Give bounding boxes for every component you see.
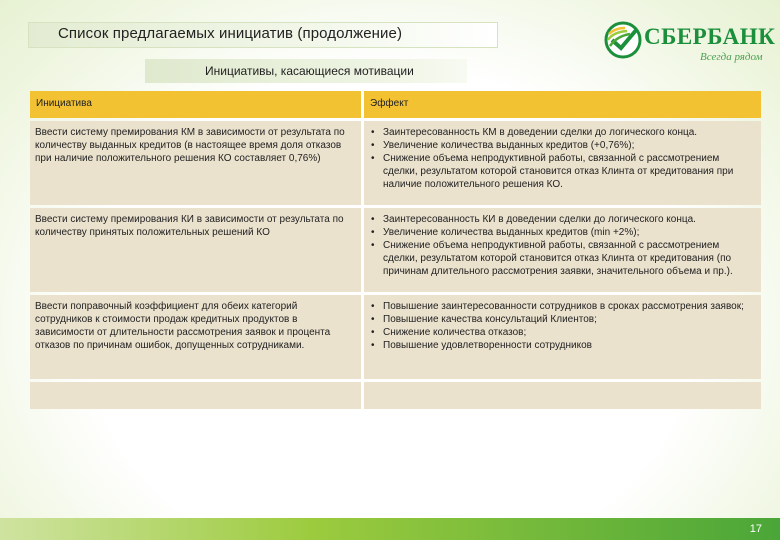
table-row-1-effect xyxy=(364,121,761,205)
effect-list xyxy=(369,300,755,352)
list-item: • Увеличение количества выданных кредитов (+0,76%); xyxy=(369,139,755,152)
effect-list xyxy=(369,213,755,278)
footer-band xyxy=(0,518,780,540)
list-item: • Заинтересованность КИ в доведении сделки до логического конца. xyxy=(369,213,755,226)
logo-wordmark: СБЕРБАНК xyxy=(644,24,776,49)
table-row-2-initiative: Ввести систему премирования КИ в зависимости от результата по количеству принятых положительных решений КО xyxy=(30,208,361,292)
list-item: • Повышение удовлетворенности сотрудников xyxy=(369,339,755,352)
list-item: • Снижение количества отказов; xyxy=(369,326,755,339)
page-title: Список предлагаемых инициатив (продолжение) xyxy=(58,25,403,42)
logo-slogan: Всегда рядом xyxy=(700,51,763,63)
table-row-empty-effect xyxy=(364,382,761,409)
list-item: • Повышение качества консультаций Клиентов; xyxy=(369,313,755,326)
column-header-effect: Эффект xyxy=(364,91,761,118)
effect-list xyxy=(369,126,755,191)
table-row-2-effect xyxy=(364,208,761,292)
list-item: • Повышение заинтересованности сотрудников в сроках рассмотрения заявок; xyxy=(369,300,755,313)
page-number: 17 xyxy=(749,523,762,535)
list-item: • Снижение объема непродуктивной работы, связанной с рассмотрением сделки, результатом которой становится отказ Клинта от кредитования при наличие положительного решения КО. xyxy=(369,152,755,191)
list-item: • Увеличение количества выданных кредитов (min +2%); xyxy=(369,226,755,239)
section-subtitle: Инициативы, касающиеся мотивации xyxy=(205,64,414,78)
initiatives-table xyxy=(30,91,761,409)
table-row-3-initiative: Ввести поправочный коэффициент для обеих категорий сотрудников к стоимости продаж кредитных продуктов в зависимости от длительности рассмотрения заявок и процента отказов по причинам ошибок, допущенных сотрудниками. xyxy=(30,295,361,379)
table-row-3-effect xyxy=(364,295,761,379)
list-item: • Снижение объема непродуктивной работы, связанной с рассмотрением сделки, результатом которой становится отказ Клинта от кредитования (по причинам длительного рассмотрения заявки, значительного объема и пр.). xyxy=(369,239,755,278)
column-header-initiative: Инициатива xyxy=(30,91,361,118)
table-row-1-initiative: Ввести систему премирования КМ в зависимости от результата по количеству выданных кредитов (в настоящее время доля отказов при наличие положительного решения КО составляет 0,76%) xyxy=(30,121,361,205)
table-row-empty-initiative xyxy=(30,382,361,409)
list-item: • Заинтересованность КМ в доведении сделки до логического конца. xyxy=(369,126,755,139)
